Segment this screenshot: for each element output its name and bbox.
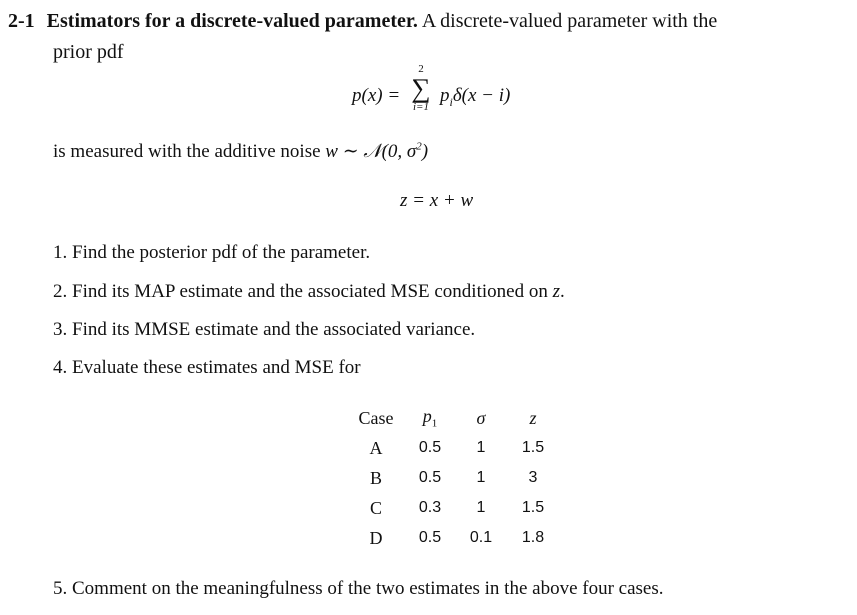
task-text: Find its MMSE estimate and the associated variance. (72, 319, 476, 340)
prior-coefficient: p (440, 85, 450, 106)
header-z: z (529, 407, 537, 428)
noise-text: is measured with the additive noise (53, 141, 321, 162)
summation-symbol (407, 64, 435, 113)
sigma-symbol: ∑ (411, 73, 431, 103)
task-text: Find the posterior pdf of the parameter. (72, 242, 371, 263)
case-label: A (369, 437, 383, 458)
table-row (347, 493, 559, 523)
problem-number: 2-1 (8, 10, 35, 32)
task-item-4 (53, 357, 361, 379)
task-number: 1. (53, 242, 68, 263)
task-number: 3. (53, 319, 68, 340)
problem-heading (8, 10, 717, 33)
prior-delta-term: δ(x − i) (452, 85, 511, 106)
cell-sigma: 1 (476, 439, 486, 456)
summation-upper-limit: 2 (418, 63, 424, 75)
table-row (347, 433, 559, 463)
task-number: 4. (53, 357, 68, 378)
header-case: Case (358, 407, 394, 428)
problem-intro: A discrete-valued parameter with the (421, 10, 718, 32)
table-row (347, 523, 559, 553)
cell-z: 1.8 (521, 529, 545, 546)
cell-sigma: 0.1 (469, 529, 493, 546)
cell-z: 3 (528, 469, 538, 486)
problem-intro-continued: prior pdf (53, 41, 124, 63)
case-label: B (369, 467, 382, 488)
prior-equation-lhs: p(x) = (352, 85, 401, 106)
task-item-2: 2. Find its MAP estimate and the associated MSE conditioned on z. (53, 281, 565, 302)
cell-z: 1.5 (521, 439, 545, 456)
case-label: D (369, 527, 383, 548)
summation-lower-limit: i=1 (413, 101, 429, 113)
prior-equation-rhs (440, 85, 510, 110)
task-number: 5. (53, 578, 68, 599)
cell-sigma: 1 (476, 469, 486, 486)
prior-coefficient-subscript: i (449, 94, 453, 109)
cases-table (347, 403, 559, 553)
cell-p1: 0.5 (418, 529, 442, 546)
task-item-3 (53, 319, 475, 341)
task-variable: z (552, 281, 560, 302)
table-row (347, 463, 559, 493)
header-sigma: σ (476, 407, 486, 428)
case-label: C (369, 497, 382, 518)
header-p1: $p_1$ (422, 406, 438, 430)
task-item-5 (53, 578, 664, 600)
measurement-equation: z = x + w (400, 190, 474, 211)
table-header-row (347, 403, 559, 433)
task-number: 2. (53, 281, 68, 302)
cell-p1: 0.3 (418, 499, 442, 516)
cell-sigma: 1 (476, 499, 486, 516)
cell-z: 1.5 (521, 499, 545, 516)
cell-p1: 0.5 (418, 469, 442, 486)
problem-title: Estimators for a discrete-valued parameter. (46, 10, 418, 32)
noise-description (53, 140, 428, 163)
cell-p1: 0.5 (418, 439, 442, 456)
task-text: Comment on the meaningfulness of the two estimates in the above four cases. (72, 578, 664, 599)
task-text: Find its MAP estimate and the associated MSE conditioned on (72, 281, 548, 302)
task-text: Evaluate these estimates and MSE for (72, 357, 361, 378)
task-item-1 (53, 242, 370, 264)
noise-distribution: w ∼ 𝒩(0, $\sigma^2$) (325, 140, 429, 162)
